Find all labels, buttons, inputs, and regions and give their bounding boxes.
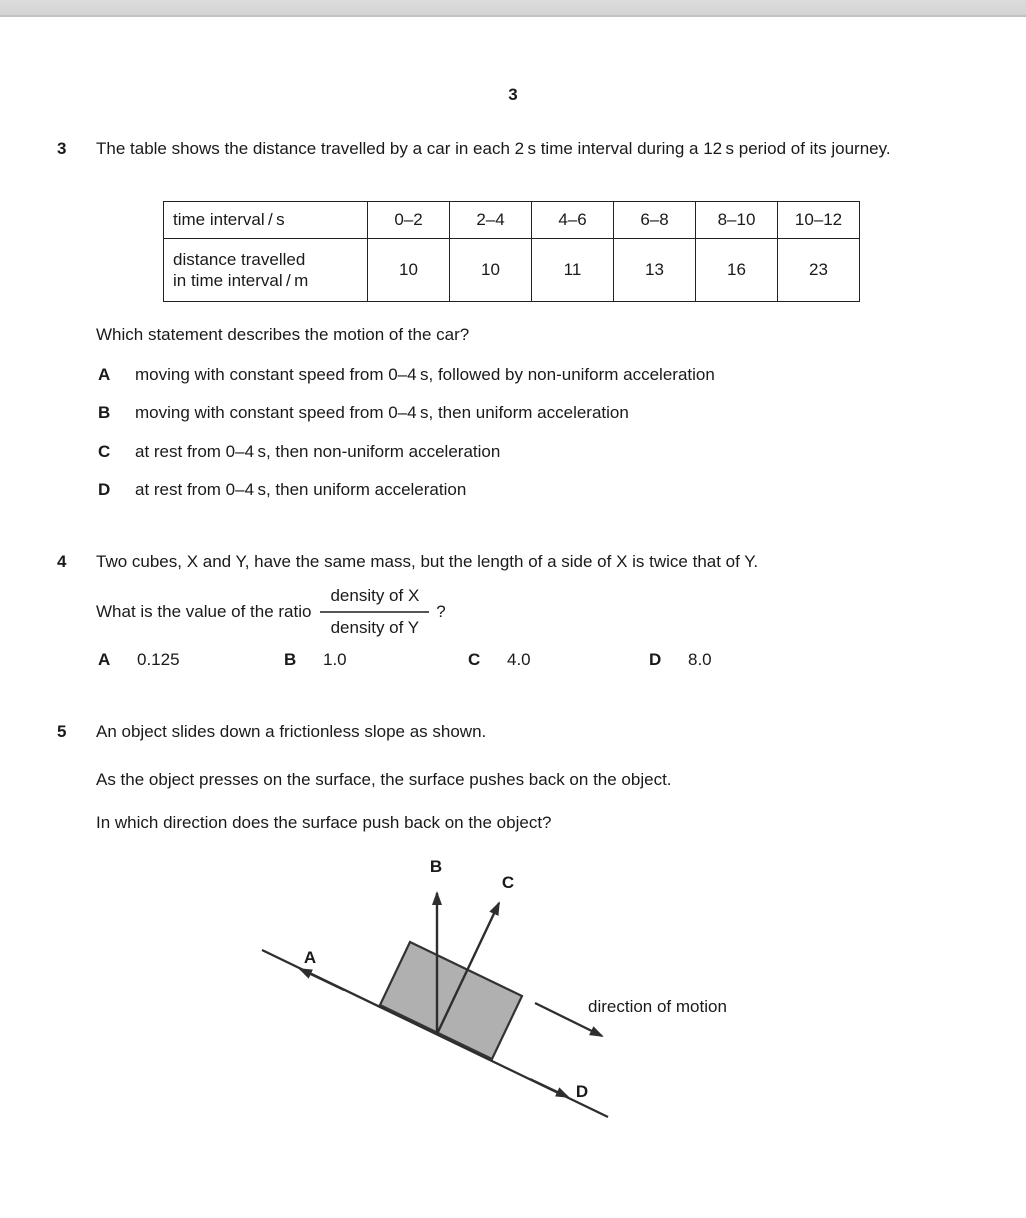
q5-number: 5 (57, 722, 67, 741)
q5-line-3: In which direction does the surface push back on the object? (96, 813, 552, 832)
label-b: B (429, 857, 443, 876)
q3-number: 3 (57, 139, 67, 158)
viewer-top-edge (0, 0, 1026, 17)
option-letter: D (98, 480, 111, 499)
option-text: at rest from 0–4 s, then non-uniform acceleration (135, 442, 501, 461)
option-text: moving with constant speed from 0–4 s, then uniform acceleration (135, 403, 629, 422)
option-text: at rest from 0–4 s, then uniform acceleration (135, 480, 467, 499)
table-cell: 6–8 (614, 202, 696, 239)
q5-line-2: As the object presses on the surface, the surface pushes back on the object. (96, 770, 672, 789)
option-text: 0.125 (137, 650, 180, 669)
option-letter: A (98, 650, 111, 669)
q3-option-a (98, 366, 715, 384)
ratio-prefix: What is the value of the ratio (96, 602, 312, 621)
q3-option-c (98, 443, 500, 461)
q4-option-d (649, 651, 712, 669)
table-header-distance-line2: in time interval / m (173, 271, 309, 290)
q4-number: 4 (57, 552, 67, 571)
table-cell: 10–12 (778, 202, 860, 239)
table-cell: 2–4 (450, 202, 532, 239)
option-text: 4.0 (507, 650, 531, 669)
option-letter: B (284, 650, 297, 669)
density-ratio-fraction (320, 585, 429, 639)
table-cell: 23 (778, 239, 860, 302)
option-letter: B (98, 403, 111, 422)
table-header-distance-line1: distance travelled (173, 250, 306, 269)
table-cell: 16 (696, 239, 778, 302)
label-c: C (501, 873, 515, 892)
q4-ratio-question (96, 584, 446, 640)
option-letter: D (649, 650, 662, 669)
q3-text: The table shows the distance travelled by a car in each 2 s time interval during a 12 s period of its journey. (96, 139, 891, 158)
table-cell: 0–2 (368, 202, 450, 239)
arrow-d-icon (530, 1079, 568, 1097)
table-header-time: time interval / s (164, 202, 368, 239)
q4-option-c (468, 651, 531, 669)
option-letter: C (98, 442, 111, 461)
table-header-distance (164, 239, 368, 302)
q3-table (163, 201, 860, 302)
table-cell: 13 (614, 239, 696, 302)
option-letter: A (98, 365, 111, 384)
table-cell: 10 (368, 239, 450, 302)
q3-option-b (98, 404, 629, 422)
fraction-numerator: density of X (320, 585, 429, 613)
table-row (164, 239, 860, 302)
table-cell: 11 (532, 239, 614, 302)
q4-option-a (98, 651, 180, 669)
table-cell: 10 (450, 239, 532, 302)
arrow-a-icon (300, 969, 344, 990)
q5-line-1: An object slides down a frictionless slope as shown. (96, 722, 487, 741)
option-text: moving with constant speed from 0–4 s, followed by non-uniform acceleration (135, 365, 715, 384)
motion-label: direction of motion (588, 997, 727, 1016)
slope-diagram (240, 845, 780, 1135)
table-row (164, 202, 860, 239)
table-cell: 4–6 (532, 202, 614, 239)
label-a: A (303, 948, 317, 967)
table-cell: 8–10 (696, 202, 778, 239)
q4-option-b (284, 651, 347, 669)
q3-option-d (98, 481, 466, 499)
q4-text: Two cubes, X and Y, have the same mass, but the length of a side of X is twice that of Y. (96, 552, 759, 571)
page-number: 3 (508, 85, 518, 104)
label-d: D (575, 1082, 589, 1101)
option-text: 1.0 (323, 650, 347, 669)
ratio-question-mark: ? (436, 602, 446, 621)
option-letter: C (468, 650, 481, 669)
option-text: 8.0 (688, 650, 712, 669)
q3-stem: Which statement describes the motion of the car? (96, 325, 470, 344)
fraction-denominator: density of Y (330, 618, 420, 637)
